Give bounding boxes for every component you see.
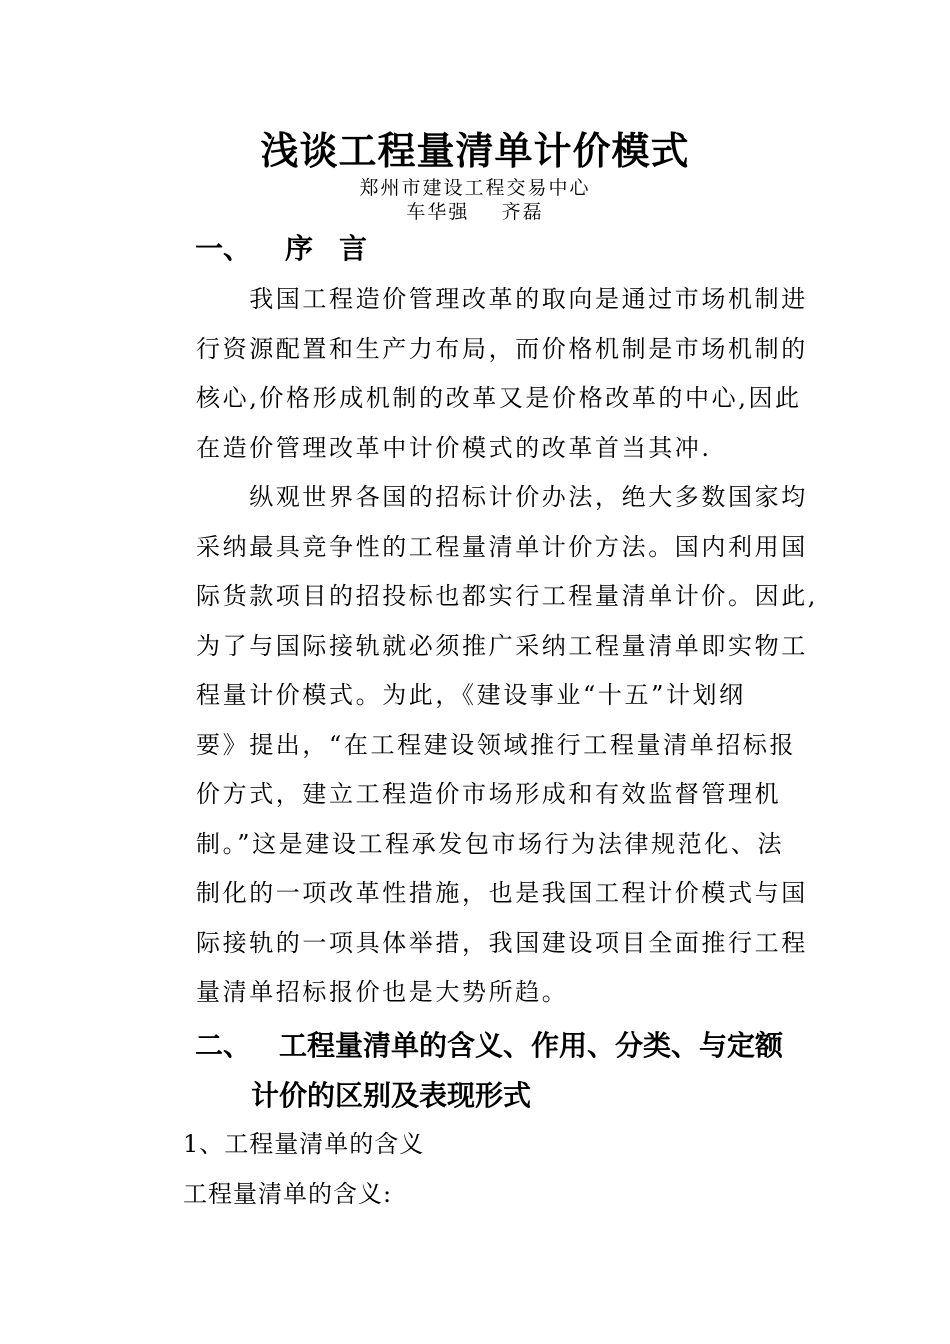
paragraph-line: 在造价管理改革中计价模式的改革首当其冲. <box>196 433 712 462</box>
section-2-title-line-1: 工程量清单的含义、作用、分类、与定额 <box>279 1029 784 1062</box>
section-1-paragraph-2 <box>196 473 819 1018</box>
paragraph-line: 际接轨的一项具体举措，我国建设项目全面推行工程 <box>196 928 808 957</box>
paragraph-line: 纵观世界各国的招标计价办法，绝大多数国家均 <box>196 483 808 511</box>
paragraph-line: 际货款项目的招投标也都实行工程量清单计价。因此, <box>196 582 819 610</box>
subsection-1-heading: 1、工程量清单的含义 <box>183 1130 425 1158</box>
paragraph-line: 采纳最具竞争性的工程量清单计价方法。国内利用国 <box>196 532 808 561</box>
paragraph-line: 制。”这是建设工程承发包市场行为法律规范化、法 <box>196 829 785 858</box>
section-1-heading <box>195 229 393 269</box>
paragraph-line: 为了与国际接轨就必须推广采纳工程量清单即实物工 <box>196 631 808 660</box>
paragraph-line: 我国工程造价管理改革的取向是通过市场机制进 <box>196 285 808 313</box>
document-title: 浅谈工程量清单计价模式 <box>260 129 690 173</box>
section-2-title-line-2: 计价的区别及表现形式 <box>251 1079 532 1112</box>
paragraph-line: 制化的一项改革性措施，也是我国工程计价模式与国 <box>196 879 808 907</box>
paragraph-line: 量清单招标报价也是大势所趋。 <box>196 978 569 1006</box>
subsection-1-text: 工程量清单的含义: <box>183 1180 393 1208</box>
author-names: 车华强 齐磊 <box>406 201 544 223</box>
paragraph-line: 价方式，建立工程造价市场形成和有效监督管理机 <box>196 780 782 808</box>
section-2-heading <box>195 1026 783 1066</box>
paragraph-line: 行资源配置和生产力布局，而价格机制是市场机制的 <box>196 334 808 363</box>
paragraph-line: 程量计价模式。为此，《建设事业“十五”计划纲 <box>196 681 746 709</box>
paragraph-line: 要》提出，“在工程建设领域推行工程量清单招标报 <box>196 730 797 759</box>
author-organization: 郑州市建设工程交易中心 <box>359 177 591 199</box>
section-1-paragraph-1 <box>196 275 808 473</box>
paragraph-line: 核心,价格形成机制的改革又是价格改革的中心,因此 <box>196 384 802 412</box>
section-2-number: 二、 <box>195 1029 252 1062</box>
section-1-title: 序言 <box>285 232 394 265</box>
section-1-number: 一、 <box>195 232 252 265</box>
